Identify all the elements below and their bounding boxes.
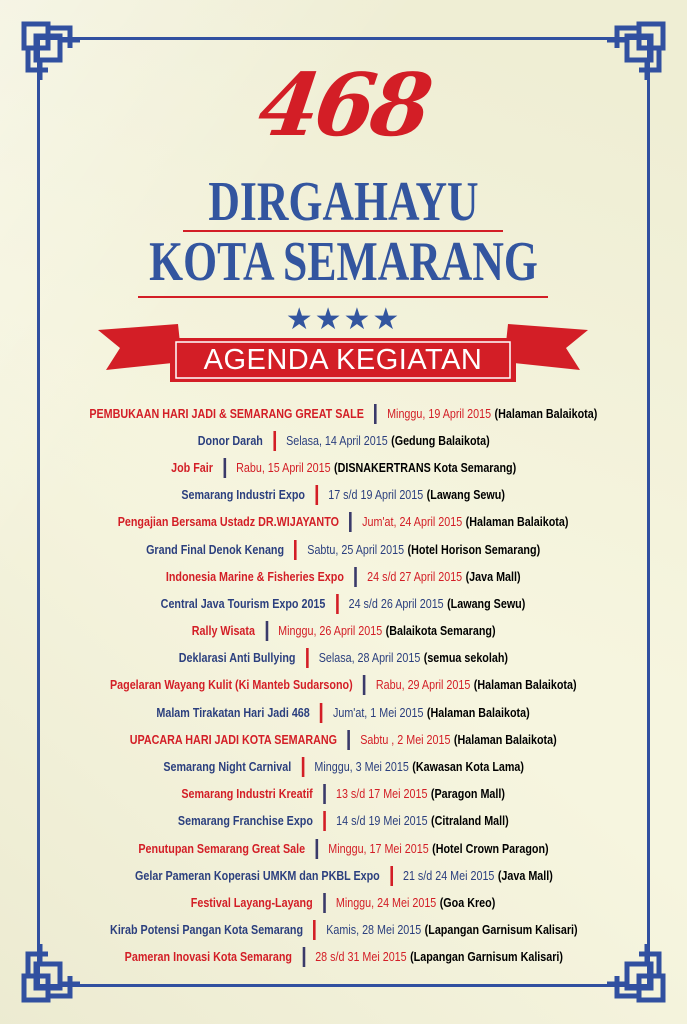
agenda-event-venue: (Paragon Mall)	[431, 787, 506, 802]
agenda-item	[40, 917, 647, 944]
agenda-event-name: Pagelaran Wayang Kulit (Ki Manteb Sudarsono)	[110, 678, 353, 693]
agenda-event-venue: (Lawang Sewu)	[447, 596, 526, 611]
separator-bar	[321, 703, 324, 723]
anniversary-number: 468	[252, 55, 435, 156]
separator-bar	[336, 594, 339, 614]
separator-bar	[313, 920, 316, 940]
agenda-event-date: Minggu, 26 April 2015	[278, 624, 383, 639]
separator-bar	[273, 431, 276, 451]
agenda-item-content	[198, 431, 490, 451]
separator-bar	[295, 540, 298, 560]
agenda-event-date: 14 s/d 19 Mei 2015	[336, 814, 428, 829]
agenda-event-date: Jum'at, 24 April 2015	[362, 515, 463, 530]
agenda-event-date: 28 s/d 31 Mei 2015	[314, 950, 407, 965]
agenda-event-name: Pengajian Bersama Ustadz DR.WIJAYANTO	[118, 515, 340, 530]
agenda-item-content	[191, 893, 495, 913]
stars-icon: ★★★★	[285, 303, 402, 336]
agenda-event-name: Semarang Industri Kreatif	[181, 787, 314, 802]
separator-bar	[350, 512, 353, 532]
agenda-event-name: UPACARA HARI JADI KOTA SEMARANG	[130, 732, 338, 747]
agenda-item	[40, 509, 647, 536]
separator-bar	[265, 621, 268, 641]
separator-bar	[301, 757, 304, 777]
agenda-item	[40, 400, 647, 427]
agenda-event-venue: (Citraland Mall)	[431, 814, 509, 829]
agenda-event-name: Semarang Industri Expo	[181, 488, 306, 503]
agenda-item-content	[166, 567, 521, 587]
agenda-item	[40, 454, 647, 481]
agenda-event-name: Pameran Inovasi Kota Semarang	[124, 950, 292, 965]
agenda-item	[40, 726, 647, 753]
agenda-item-content	[157, 703, 530, 723]
agenda-event-venue: (Halaman Balaikota)	[427, 705, 531, 720]
separator-bar	[302, 947, 305, 967]
agenda-event-name: Donor Darah	[197, 433, 263, 448]
title-line-1: DIRGAHAYU	[208, 171, 479, 233]
agenda-item	[40, 862, 647, 889]
agenda-item-content	[163, 757, 524, 777]
agenda-event-date: Minggu, 24 Mei 2015	[336, 895, 437, 910]
agenda-event-name: Semarang Night Carnival	[163, 760, 292, 775]
agenda-event-name: Kirab Potensi Pangan Kota Semarang	[109, 923, 303, 938]
agenda-event-name: Penutupan Semarang Great Sale	[138, 841, 306, 856]
agenda-event-venue: (Halaman Balaikota)	[466, 515, 569, 530]
separator-bar	[316, 485, 319, 505]
agenda-event-venue: (semua sekolah)	[423, 651, 509, 666]
agenda-event-date: Sabtu , 2 Mei 2015	[360, 732, 451, 747]
agenda-item-content	[146, 540, 540, 560]
separator-bar	[390, 866, 393, 886]
title-divider-bottom	[138, 296, 548, 298]
agenda-event-name: Grand Final Denok Kenang	[146, 542, 285, 557]
agenda-item	[40, 808, 647, 835]
agenda-event-name: Central Java Tourism Expo 2015	[161, 596, 326, 611]
agenda-item	[40, 536, 647, 563]
agenda-item	[40, 753, 647, 780]
agenda-item-content	[182, 784, 506, 804]
agenda-item	[40, 889, 647, 916]
agenda-event-venue: (Lapangan Garnisum Kalisari)	[409, 950, 563, 965]
agenda-event-venue: (Lawang Sewu)	[427, 488, 506, 503]
agenda-event-date: Kamis, 28 Mei 2015	[325, 923, 421, 938]
agenda-event-date: Minggu, 19 April 2015	[387, 406, 492, 421]
agenda-event-date: 21 s/d 24 Mei 2015	[402, 868, 494, 883]
agenda-item-content	[135, 866, 553, 886]
separator-bar	[323, 784, 326, 804]
agenda-item	[40, 482, 647, 509]
separator-bar	[315, 839, 318, 859]
agenda-item-content	[178, 811, 509, 831]
separator-bar	[363, 675, 366, 695]
agenda-event-date: Selasa, 28 April 2015	[318, 651, 421, 666]
separator-bar	[306, 648, 309, 668]
agenda-title: AGENDA KEGIATAN	[203, 344, 483, 376]
agenda-item	[40, 944, 647, 971]
agenda-item	[40, 618, 647, 645]
separator-bar	[374, 404, 377, 424]
agenda-event-venue: (Hotel Crown Paragon)	[432, 841, 549, 856]
agenda-item-content	[179, 648, 508, 668]
agenda-item	[40, 672, 647, 699]
agenda-event-name: Rally Wisata	[191, 624, 255, 639]
agenda-event-date: Minggu, 17 Mei 2015	[328, 841, 429, 856]
agenda-item	[40, 563, 647, 590]
agenda-event-venue: (Gedung Balaikota)	[390, 433, 490, 448]
agenda-event-date: 24 s/d 27 April 2015	[367, 569, 463, 584]
agenda-item-content	[130, 730, 557, 750]
agenda-event-name: Job Fair	[170, 460, 213, 475]
agenda-event-name: Deklarasi Anti Bullying	[178, 651, 296, 666]
separator-bar	[355, 567, 358, 587]
agenda-item	[40, 835, 647, 862]
agenda-event-name: Gelar Pameran Koperasi UMKM dan PKBL Expo	[134, 868, 380, 883]
agenda-event-name: Malam Tirakatan Hari Jadi 468	[156, 705, 311, 720]
agenda-item-content	[110, 920, 578, 940]
agenda-item	[40, 590, 647, 617]
agenda-item-content	[138, 839, 548, 859]
agenda-event-date: Minggu, 3 Mei 2015	[314, 760, 409, 775]
agenda-item-content	[171, 458, 516, 478]
agenda-item-content	[124, 947, 562, 967]
agenda-event-venue: (DISNAKERTRANS Kota Semarang)	[333, 460, 517, 475]
agenda-item-content	[192, 621, 496, 641]
agenda-event-venue: (Halaman Balaikota)	[494, 406, 598, 421]
agenda-event-venue: (Java Mall)	[465, 569, 521, 584]
agenda-event-venue: (Hotel Horison Semarang)	[407, 542, 541, 557]
title-line-2: KOTA SEMARANG	[149, 231, 538, 293]
agenda-event-date: Selasa, 14 April 2015	[285, 433, 388, 448]
agenda-item-content	[161, 594, 526, 614]
agenda-event-date: 17 s/d 19 April 2015	[328, 488, 424, 503]
agenda-item	[40, 427, 647, 454]
agenda-event-date: Rabu, 15 April 2015	[235, 460, 331, 475]
agenda-event-name: Indonesia Marine & Fisheries Expo	[166, 569, 345, 584]
agenda-event-venue: (Java Mall)	[497, 868, 553, 883]
agenda-item	[40, 645, 647, 672]
agenda-item-content	[182, 485, 506, 505]
agenda-event-date: 24 s/d 26 April 2015	[349, 596, 445, 611]
agenda-event-date: 13 s/d 17 Mei 2015	[336, 787, 428, 802]
agenda-event-venue: (Balaikota Semarang)	[385, 624, 496, 639]
separator-bar	[323, 811, 326, 831]
separator-bar	[323, 893, 326, 913]
agenda-item	[40, 781, 647, 808]
separator-bar	[348, 730, 351, 750]
agenda-event-venue: (Lapangan Garnisum Kalisari)	[424, 923, 578, 938]
separator-bar	[223, 458, 226, 478]
agenda-event-date: Sabtu, 25 April 2015	[307, 542, 405, 557]
agenda-event-name: Festival Layang-Layang	[191, 895, 314, 910]
agenda-event-name: Semarang Franchise Expo	[178, 814, 314, 829]
agenda-item-content	[110, 675, 577, 695]
agenda-event-date: Rabu, 29 April 2015	[376, 678, 471, 693]
agenda-event-venue: (Halaman Balaikota)	[454, 732, 557, 747]
agenda-event-venue: (Kawasan Kota Lama)	[412, 760, 524, 775]
agenda-item-content	[118, 512, 569, 532]
agenda-item-content	[90, 404, 598, 424]
agenda-event-venue: (Halaman Balaikota)	[474, 678, 577, 693]
agenda-event-date: Jum'at, 1 Mei 2015	[333, 705, 424, 720]
agenda-event-name: PEMBUKAAN HARI JADI & SEMARANG GREAT SALE	[89, 406, 365, 421]
agenda-event-venue: (Goa Kreo)	[440, 895, 496, 910]
agenda-list	[40, 400, 647, 971]
agenda-item	[40, 699, 647, 726]
